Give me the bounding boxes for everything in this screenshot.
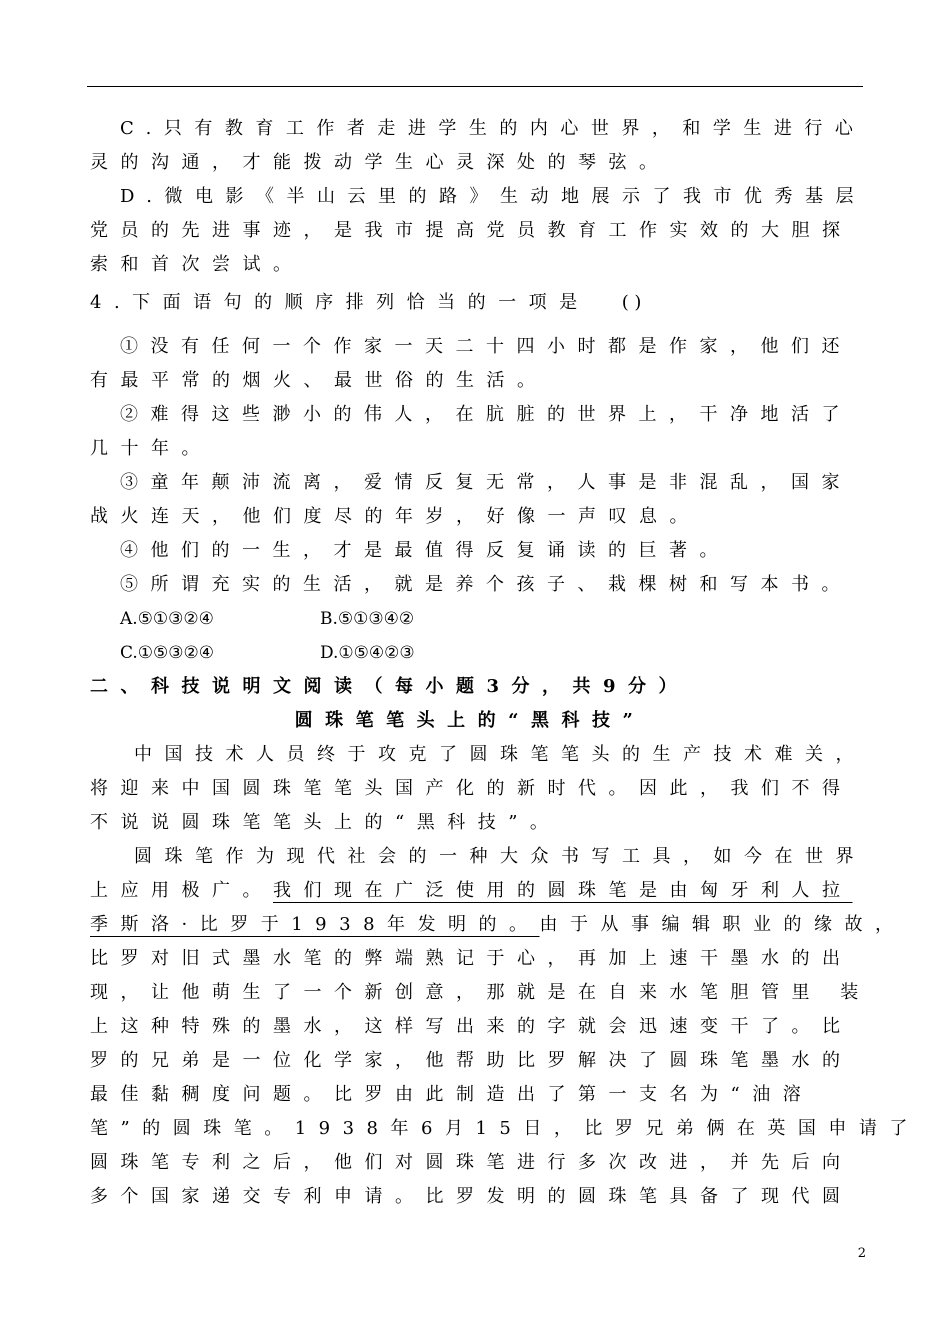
article-p2-line-2 bbox=[90, 874, 853, 908]
exam-page bbox=[90, 112, 920, 1214]
article-p2-line-7: 罗的兄弟是一位化学家，他帮助比罗解决了圆珠笔墨水的 bbox=[90, 1050, 853, 1071]
article-p2-line-3 bbox=[90, 908, 906, 942]
article-p2-line-1: 圆珠笔作为现代社会的一种大众书写工具，如今在世界 bbox=[134, 846, 866, 867]
section-2-heading: 二、科技说明文阅读（每小题3分，共9分） bbox=[90, 676, 690, 697]
q4-sentence-1-line-1: ①没有任何一个作家一天二十四小时都是作家，他们还 bbox=[120, 336, 852, 357]
q3-option-c-line-1: C.只有教育工作者走进学生的内心世界，和学生进行心 bbox=[120, 118, 866, 139]
article-p2-line-5: 现，让他萌生了一个新创意，那就是在自来水笔胆管里 装 bbox=[90, 982, 871, 1003]
article-title: 圆珠笔笔头上的“黑科技” bbox=[294, 710, 646, 731]
q4-sentence-5: ⑤所谓充实的生活，就是养个孩子、栽棵树和写本书。 bbox=[120, 574, 852, 595]
header-rule bbox=[87, 86, 863, 87]
q4-sentence-3-line-1: ③童年颠沛流离，爱情反复无常，人事是非混乱，国家 bbox=[120, 472, 852, 493]
q4-option-b: B.⑤①③④② bbox=[320, 609, 415, 629]
underlined-sentence-part-2: 季斯洛·比罗于1938年发明的。 bbox=[90, 914, 540, 935]
q4-sentence-2-line-2: 几十年。 bbox=[90, 438, 212, 459]
article-p1-line-3: 不说说圆珠笔笔头上的“黑科技”。 bbox=[90, 812, 561, 833]
q4-stem bbox=[90, 286, 850, 320]
article-p2-line-2-plain: 上应用极广。 bbox=[90, 880, 273, 901]
page-number: 2 bbox=[857, 1246, 866, 1261]
article-p2-line-9: 笔”的圆珠笔。1938年6月15日，比罗兄弟俩在英国申请了 bbox=[90, 1118, 920, 1139]
article-p2-line-11: 多个国家递交专利申请。比罗发明的圆珠笔具备了现代圆 bbox=[90, 1186, 853, 1207]
article-p2-line-8: 最佳黏稠度问题。比罗由此制造出了第一支名为“油溶 bbox=[90, 1084, 814, 1105]
q4-stem-text: 4.下面语句的顺序排列恰当的一项是 bbox=[90, 292, 590, 313]
article-p2-line-4: 比罗对旧式墨水笔的弊端熟记于心，再加上速干墨水的出 bbox=[90, 948, 853, 969]
q4-option-d: D.①⑤④②③ bbox=[320, 643, 415, 663]
q3-option-d-line-3: 索和首次尝试。 bbox=[90, 254, 304, 275]
q4-answer-paren: ( ) bbox=[621, 292, 642, 313]
q4-sentence-2-line-1: ②难得这些渺小的伟人，在肮脏的世界上，干净地活了 bbox=[120, 404, 852, 425]
q4-sentence-1-line-2: 有最平常的烟火、最世俗的生活。 bbox=[90, 370, 548, 391]
article-p2-line-3-plain: 由于从事编辑职业的缘故， bbox=[539, 914, 906, 935]
article-p2-line-6: 上这种特殊的墨水，这样写出来的字就会迅速变干了。比 bbox=[90, 1016, 853, 1037]
article-p2-line-10: 圆珠笔专利之后，他们对圆珠笔进行多次改进，并先后向 bbox=[90, 1152, 853, 1173]
article-p1-line-2: 将迎来中国圆珠笔笔头国产化的新时代。因此，我们不得 bbox=[90, 778, 853, 799]
q4-options-row-1 bbox=[90, 602, 850, 636]
q4-option-a: A.⑤①③②④ bbox=[120, 609, 214, 629]
q4-options-row-2 bbox=[90, 636, 850, 670]
underlined-sentence-part-1: 我们现在广泛使用的圆珠笔是由匈牙利人拉 bbox=[273, 880, 853, 901]
q4-option-c: C.①⑤③②④ bbox=[120, 643, 215, 663]
q3-option-d-line-1: D.微电影《半山云里的路》生动地展示了我市优秀基层 bbox=[120, 186, 867, 207]
q4-sentence-4: ④他们的一生，才是最值得反复诵读的巨著。 bbox=[120, 540, 730, 561]
q3-option-d-line-2: 党员的先进事迹，是我市提高党员教育工作实效的大胆探 bbox=[90, 220, 853, 241]
q3-option-c-line-2: 灵的沟通，才能拨动学生心灵深处的琴弦。 bbox=[90, 152, 670, 173]
q4-sentence-3-line-2: 战火连天，他们度尽的年岁，好像一声叹息。 bbox=[90, 506, 700, 527]
article-p1-line-1: 中国技术人员终于攻克了圆珠笔笔头的生产技术难关， bbox=[134, 744, 866, 765]
